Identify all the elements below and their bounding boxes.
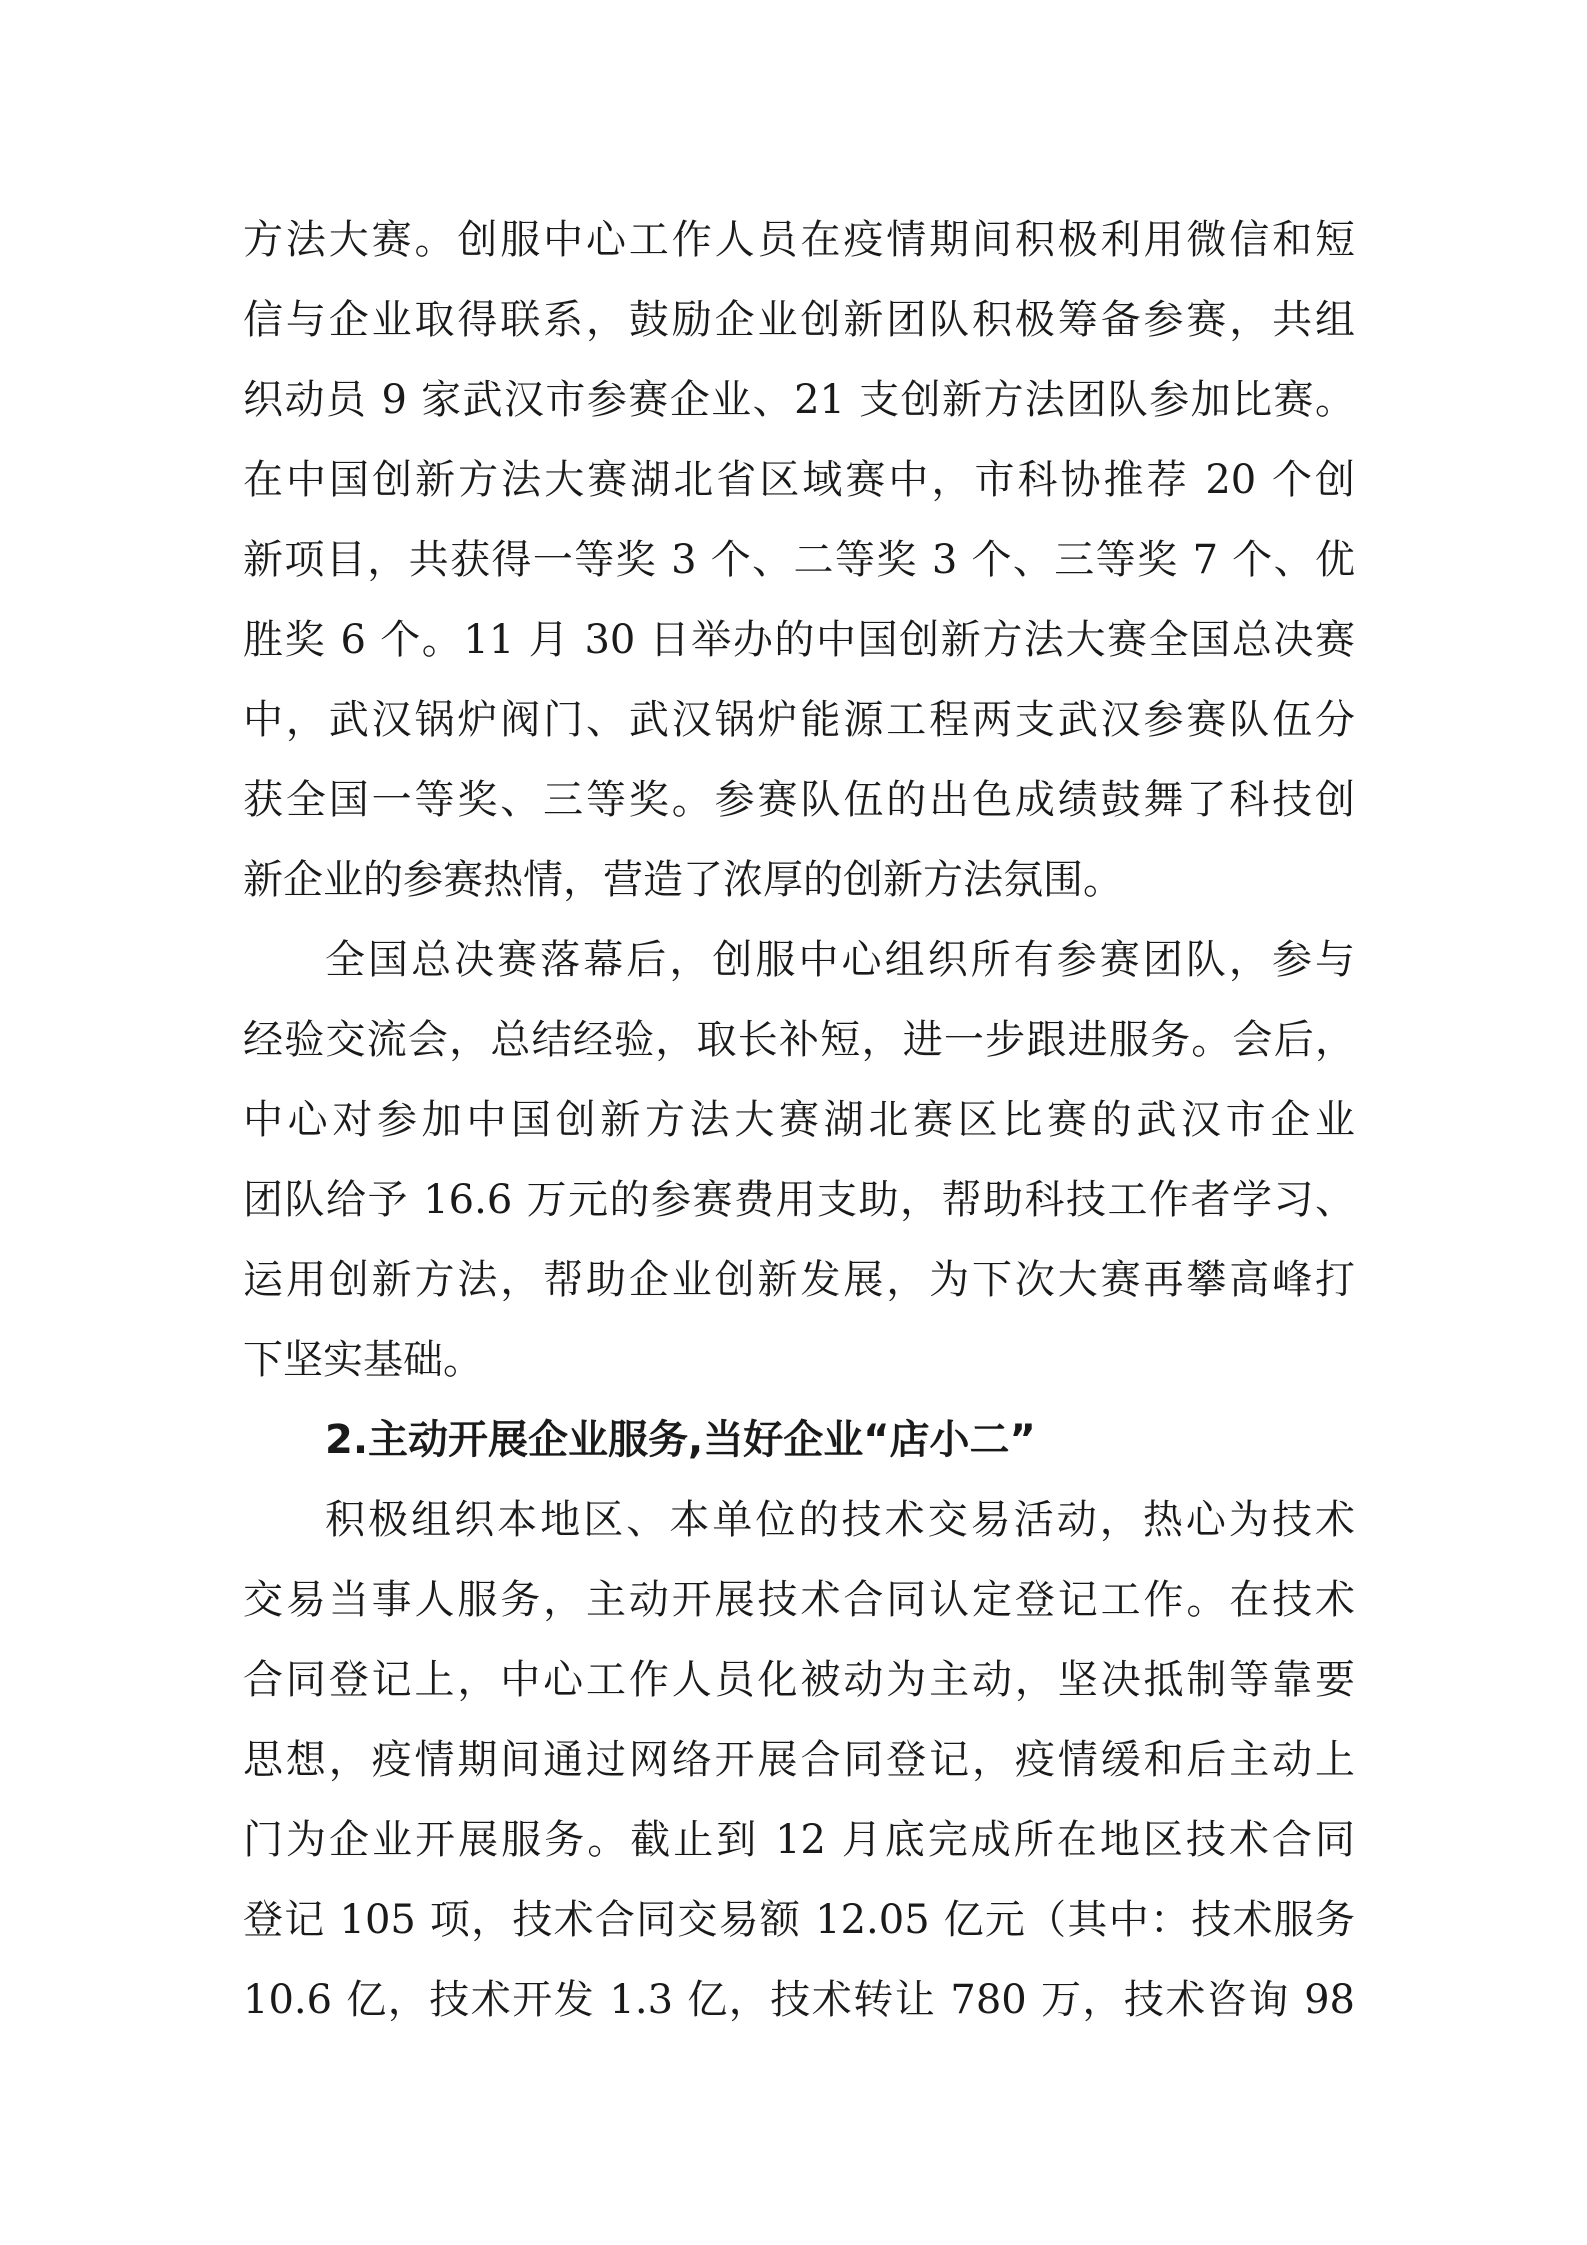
text-line: 下坚实基础。 xyxy=(243,1337,483,1383)
text-line: 中心对参加中国创新方法大赛湖北赛区比赛的武汉市企业 xyxy=(243,1097,1355,1143)
text-line: 运用创新方法，帮助企业创新发展，为下次大赛再攀高峰打 xyxy=(243,1257,1355,1303)
text-line: 10.6 亿，技术开发 1.3 亿，技术转让 780 万，技术咨询 98 xyxy=(243,1977,1355,2023)
text-line: 经验交流会，总结经验，取长补短，进一步跟进服务。会后， xyxy=(243,1017,1355,1063)
text-line: 中，武汉锅炉阀门、武汉锅炉能源工程两支武汉参赛队伍分 xyxy=(243,697,1355,743)
text-line: 信与企业取得联系，鼓励企业创新团队积极筹备参赛，共组 xyxy=(243,297,1355,343)
text-line: 在中国创新方法大赛湖北省区域赛中，市科协推荐 20 个创 xyxy=(243,457,1355,503)
text-line: 积极组织本地区、本单位的技术交易活动，热心为技术 xyxy=(325,1497,1355,1543)
text-line: 登记 105 项，技术合同交易额 12.05 亿元（其中：技术服务 xyxy=(243,1897,1355,1943)
text-line: 门为企业开展服务。截止到 12 月底完成所在地区技术合同 xyxy=(243,1817,1355,1863)
section-heading: 2.主动开展企业服务,当好企业“店小二” xyxy=(325,1417,1036,1463)
document-body xyxy=(243,200,1355,2040)
text-line: 获全国一等奖、三等奖。参赛队伍的出色成绩鼓舞了科技创 xyxy=(243,777,1355,823)
text-line: 方法大赛。创服中心工作人员在疫情期间积极利用微信和短 xyxy=(243,217,1355,263)
text-line: 全国总决赛落幕后，创服中心组织所有参赛团队，参与 xyxy=(325,937,1355,983)
text-line: 胜奖 6 个。11 月 30 日举办的中国创新方法大赛全国总决赛 xyxy=(243,617,1355,663)
text-line: 新企业的参赛热情，营造了浓厚的创新方法氛围。 xyxy=(243,857,1123,903)
paragraph-post-contest xyxy=(243,920,1355,1400)
text-line: 交易当事人服务，主动开展技术合同认定登记工作。在技术 xyxy=(243,1577,1355,1623)
text-line: 新项目，共获得一等奖 3 个、二等奖 3 个、三等奖 7 个、优 xyxy=(243,537,1355,583)
text-line: 思想，疫情期间通过网络开展合同登记，疫情缓和后主动上 xyxy=(243,1737,1355,1783)
text-line: 合同登记上，中心工作人员化被动为主动，坚决抵制等靠要 xyxy=(243,1657,1355,1703)
text-line: 团队给予 16.6 万元的参赛费用支助，帮助科技工作者学习、 xyxy=(243,1177,1355,1223)
text-line: 织动员 9 家武汉市参赛企业、21 支创新方法团队参加比赛。 xyxy=(243,377,1355,423)
paragraph-enterprise-service xyxy=(243,1480,1355,2040)
paragraph-contest-results xyxy=(243,200,1355,920)
